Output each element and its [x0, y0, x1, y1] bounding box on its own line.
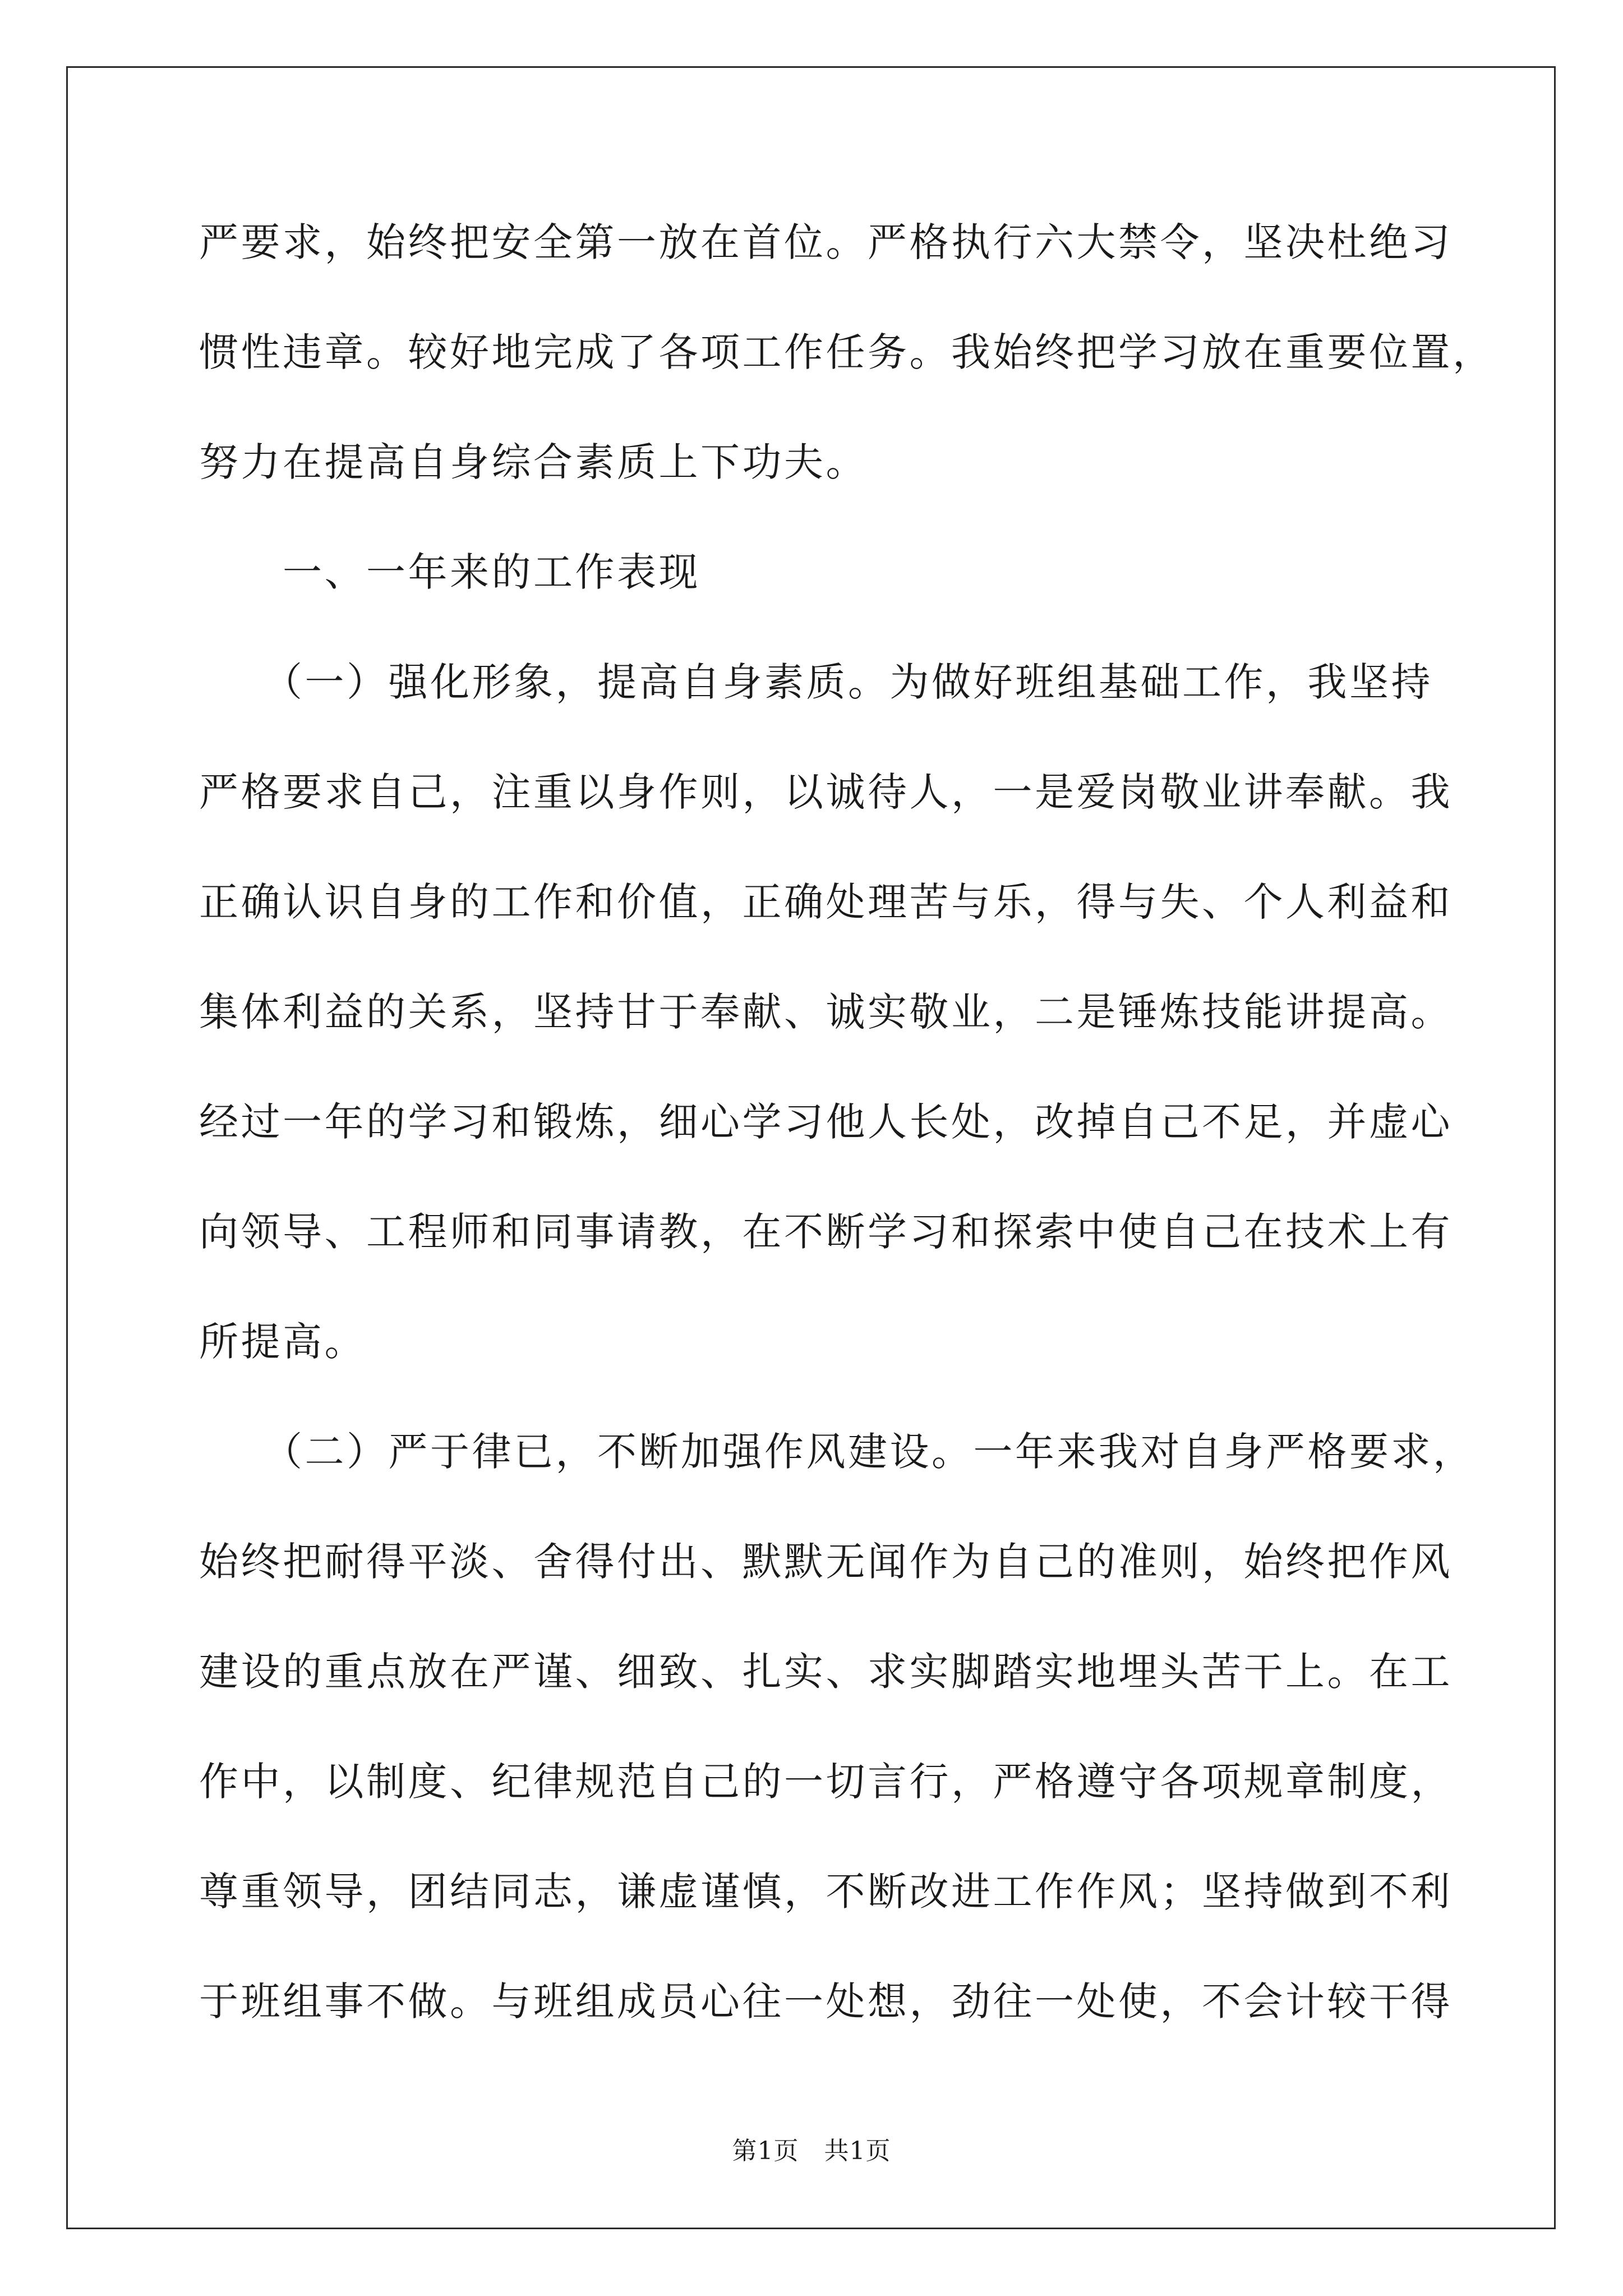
text-line: 严格要求自己，注重以身作则，以诚待人，一是爱岗敬业讲奉献。我: [199, 769, 1453, 815]
page-number-footer: 第1页 共1页: [732, 2137, 891, 2165]
text-line: 惯性违章。较好地完成了各项工作任务。我始终把学习放在重要位置，: [199, 329, 1495, 375]
text-line: 经过一年的学习和锻炼，细心学习他人长处，改掉自己不足，并虚心: [199, 1099, 1453, 1145]
text-line: 集体利益的关系，坚持甘于奉献、诚实敬业，二是锤炼技能讲提高。: [199, 989, 1453, 1035]
text-line: 努力在提高自身综合素质上下功夫。: [199, 439, 868, 485]
text-line: 尊重领导，团结同志，谦虚谨慎，不断改进工作作风；坚持做到不利: [199, 1869, 1453, 1915]
text-line: 始终把耐得平淡、舍得付出、默默无闻作为自己的准则，始终把作风: [199, 1539, 1453, 1585]
text-line: 严要求，始终把安全第一放在首位。严格执行六大禁令，坚决杜绝习: [199, 219, 1453, 265]
text-line: （一）强化形象，提高自身素质。为做好班组基础工作，我坚持: [199, 659, 1433, 705]
section-heading: 一、一年来的工作表现: [199, 549, 700, 595]
text-line: 向领导、工程师和同事请教，在不断学习和探索中使自己在技术上有: [199, 1209, 1453, 1255]
document-body: [199, 203, 1495, 2072]
text-line: （二）严于律已，不断加强作风建设。一年来我对自身严格要求，: [199, 1429, 1475, 1475]
text-line: 于班组事不做。与班组成员心往一处想，劲往一处使，不会计较干得: [199, 1978, 1453, 2024]
text-line: 所提高。: [199, 1319, 366, 1365]
text-line: 建设的重点放在严谨、细致、扎实、求实脚踏实地埋头苦干上。在工: [199, 1649, 1453, 1695]
text-line: 作中，以制度、纪律规范自己的一切言行，严格遵守各项规章制度，: [199, 1759, 1453, 1805]
text-line: 正确认识自身的工作和价值，正确处理苦与乐，得与失、个人利益和: [199, 879, 1453, 925]
